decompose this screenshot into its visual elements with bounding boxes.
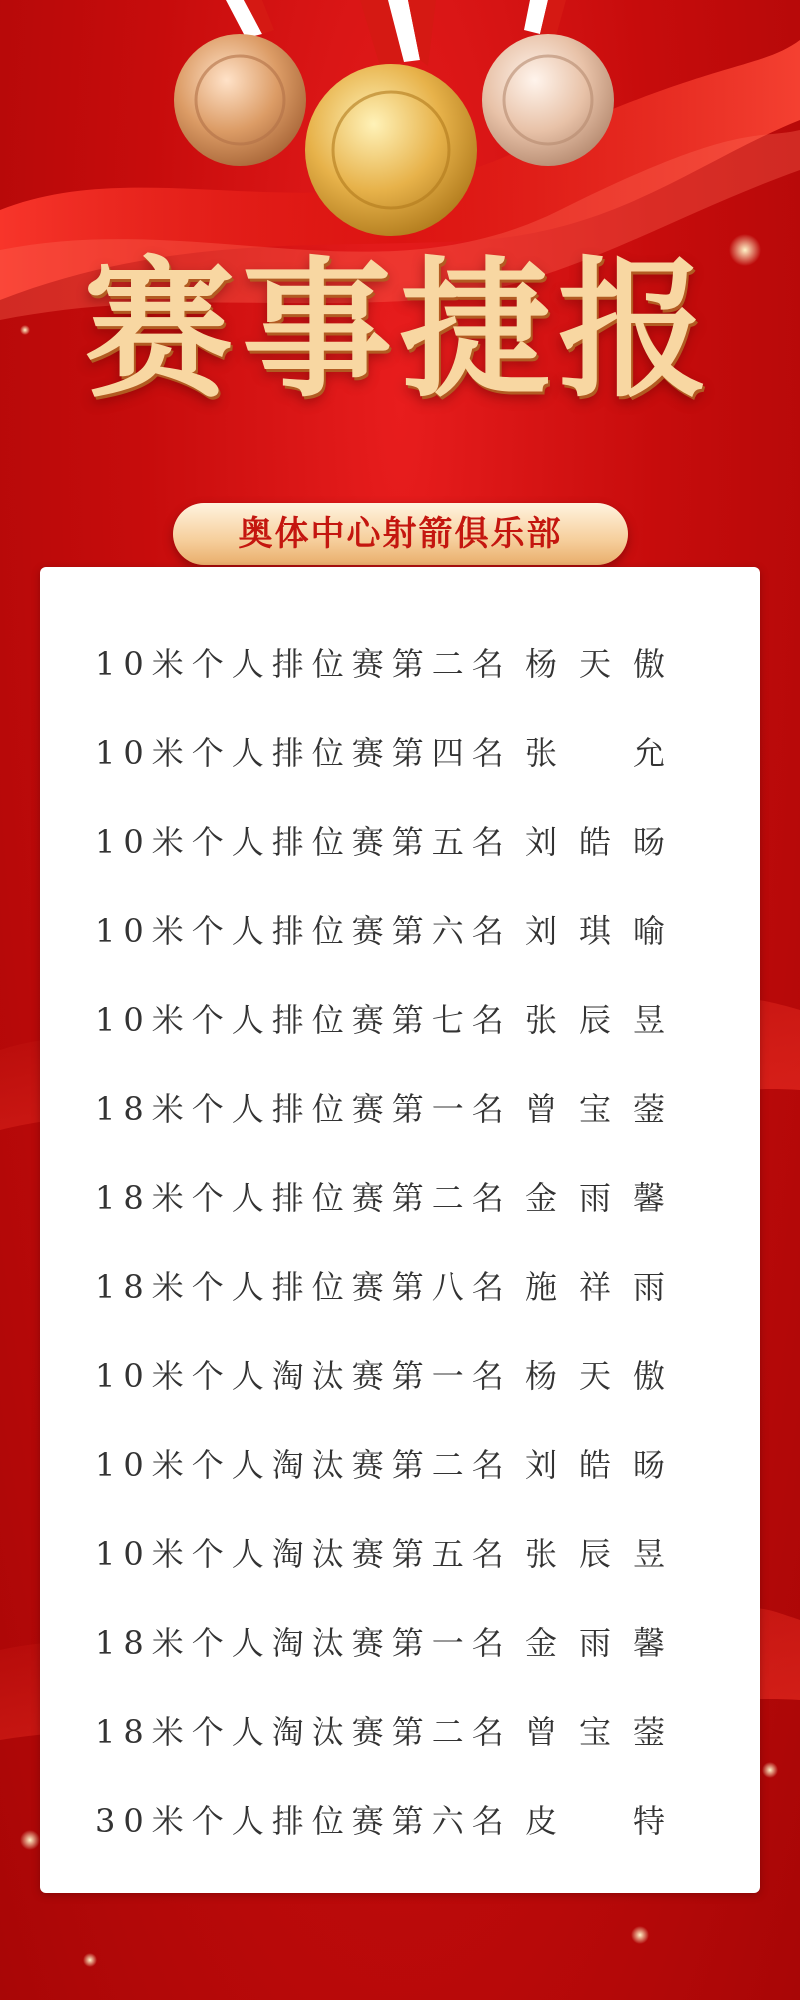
list-item xyxy=(40,1596,760,1685)
event-label: 10米个人淘汰赛第一名 xyxy=(95,1356,512,1395)
list-item xyxy=(40,1774,760,1863)
athlete-name: 张 辰 昱 xyxy=(525,1000,665,1039)
athlete-name: 张 辰 昱 xyxy=(525,1534,665,1573)
list-item xyxy=(40,1418,760,1507)
list-item xyxy=(40,1151,760,1240)
silver-medal-icon xyxy=(482,0,614,166)
medals-illustration xyxy=(0,0,800,260)
event-label: 10米个人排位赛第六名 xyxy=(95,911,512,950)
event-label: 10米个人排位赛第二名 xyxy=(95,644,512,683)
page-title: 赛事捷报 xyxy=(83,242,716,418)
list-item xyxy=(40,1329,760,1418)
list-item xyxy=(40,1240,760,1329)
list-item xyxy=(40,706,760,795)
list-item xyxy=(40,1062,760,1151)
event-label: 10米个人淘汰赛第五名 xyxy=(95,1534,512,1573)
event-label: 18米个人排位赛第一名 xyxy=(95,1089,512,1128)
athlete-name: 张 允 xyxy=(525,733,665,772)
list-item xyxy=(40,1507,760,1596)
event-label: 18米个人淘汰赛第一名 xyxy=(95,1623,512,1662)
athlete-name: 曾 宝 蓥 xyxy=(525,1712,665,1751)
athlete-name: 刘 皓 旸 xyxy=(525,822,665,861)
list-item xyxy=(40,795,760,884)
event-label: 18米个人排位赛第二名 xyxy=(95,1178,512,1217)
athlete-name: 曾 宝 蓥 xyxy=(525,1089,665,1128)
list-item xyxy=(40,884,760,973)
results-card xyxy=(40,567,760,1893)
list-item xyxy=(40,1685,760,1774)
event-label: 10米个人排位赛第四名 xyxy=(95,733,512,772)
bronze-medal-icon xyxy=(174,0,306,166)
gold-medal-icon xyxy=(305,0,477,236)
athlete-name: 刘 皓 旸 xyxy=(525,1445,665,1484)
event-label: 30米个人排位赛第六名 xyxy=(95,1801,512,1840)
athlete-name: 杨 天 傲 xyxy=(525,644,665,683)
athlete-name: 金 雨 馨 xyxy=(525,1623,665,1662)
list-item xyxy=(40,973,760,1062)
athlete-name: 皮 特 xyxy=(525,1801,665,1840)
athlete-name: 杨 天 傲 xyxy=(525,1356,665,1395)
event-label: 10米个人排位赛第七名 xyxy=(95,1000,512,1039)
event-label: 18米个人淘汰赛第二名 xyxy=(95,1712,512,1751)
athlete-name: 施 祥 雨 xyxy=(525,1267,665,1306)
results-list xyxy=(40,617,760,1863)
event-label: 10米个人排位赛第五名 xyxy=(95,822,512,861)
athlete-name: 刘 琪 喻 xyxy=(525,911,665,950)
event-label: 18米个人排位赛第八名 xyxy=(95,1267,512,1306)
club-name-badge: 奥体中心射箭俱乐部 xyxy=(173,503,628,565)
athlete-name: 金 雨 馨 xyxy=(525,1178,665,1217)
list-item xyxy=(40,617,760,706)
event-label: 10米个人淘汰赛第二名 xyxy=(95,1445,512,1484)
